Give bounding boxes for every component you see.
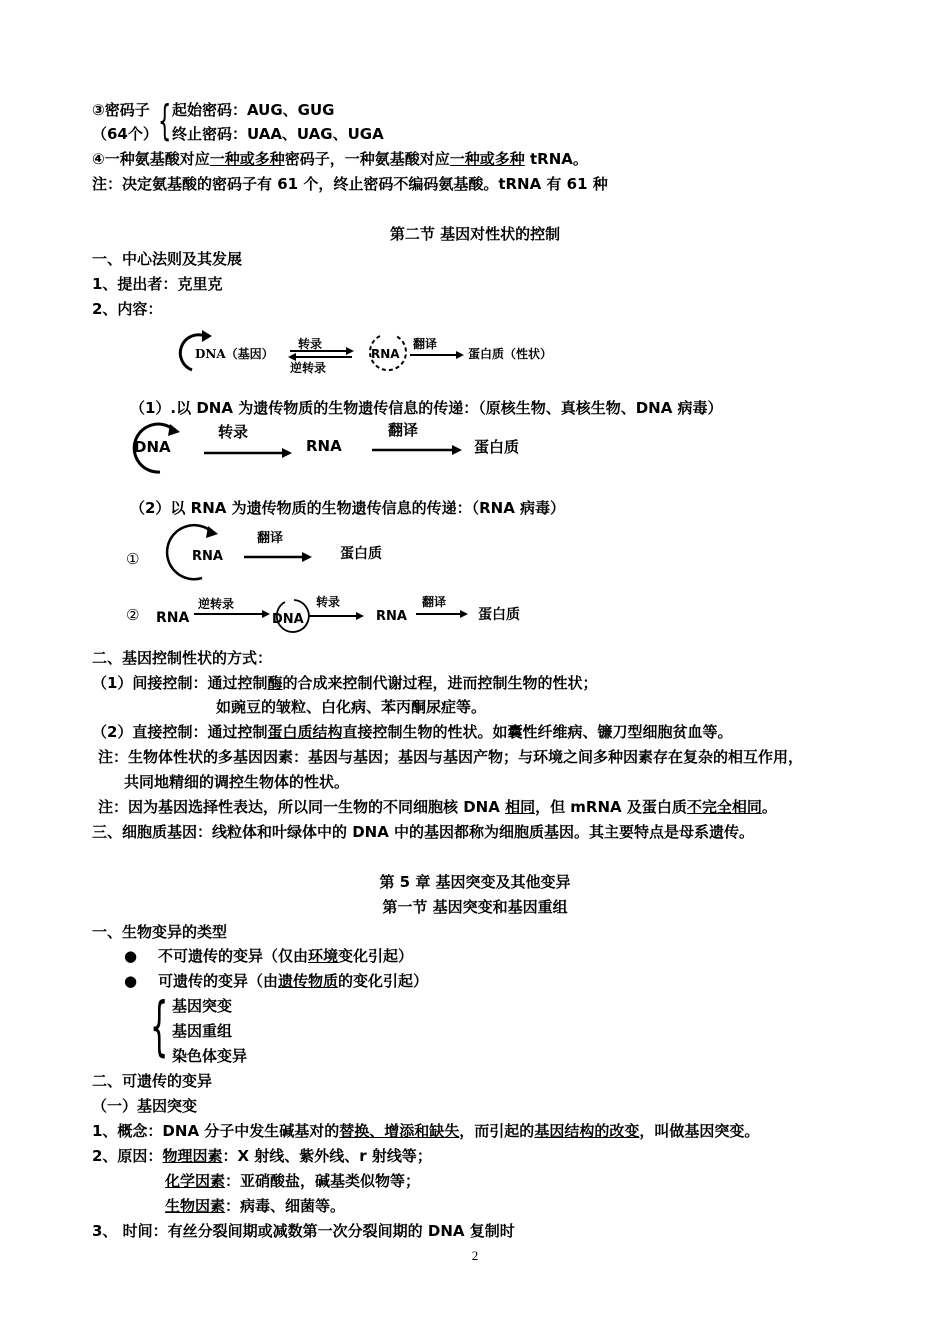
dgm1-protein: 蛋白质（性状） (468, 347, 553, 361)
heading-gene-mutation: （一）基因突变 (92, 1097, 198, 1115)
text-segment: ：亚硝酸盐，碱基类似物等； (225, 1172, 421, 1190)
arrowhead-icon (452, 445, 462, 455)
dgm1-translation: 翻译 (413, 337, 438, 351)
time-line: 3、 时间：有丝分裂间期或减数第一次分裂间期的 DNA 复制时 (92, 1222, 515, 1240)
rna-virus-diagram-1 (122, 522, 422, 586)
underlined-term: 蛋白质结构 (267, 723, 343, 741)
page-number: 2 (471, 1248, 479, 1263)
cause-biological (165, 1196, 345, 1216)
arrowhead-icon (456, 351, 464, 359)
heading-control-modes: 二、基因控制性状的方式： (92, 649, 273, 667)
arrowhead-icon (460, 610, 468, 618)
heading-central-dogma: 一、中心法则及其发展 (92, 250, 243, 268)
note-polygenic: 注：生物体性状的多基因因素：基因与基因；基因与基因产物；与环境之间多种因素存在复杂的相互作用， (98, 748, 804, 766)
arrowhead-icon (288, 353, 296, 361)
text-segment: （1）间接控制：通过控制 (92, 674, 268, 692)
underlined-term: 酶 (267, 674, 283, 692)
text-segment: 注：因为基因选择性表达，所以同一生物的不同细胞核 DNA (98, 798, 506, 816)
rna-virus-diagram-2 (122, 590, 542, 634)
dgm4-transcription: 转录 (316, 595, 341, 609)
underlined-term: 一种或多种 (209, 150, 285, 168)
dgm2-protein: 蛋白质 (474, 438, 520, 456)
arrowhead-icon (202, 330, 212, 342)
content-line: 2、内容： (92, 300, 163, 318)
start-codon-line: 起始密码：AUG、GUG (172, 101, 335, 119)
arrowhead-icon (346, 347, 354, 355)
arrowhead-icon (168, 424, 180, 436)
dgm3-number: ① (126, 550, 140, 568)
brace-icon: { (150, 990, 169, 1064)
proposer-line: 1、提出者：克里克 (92, 275, 223, 293)
stop-codon-line: 终止密码：UAA、UAG、UGA (172, 125, 384, 143)
bullet-icon: ● (124, 972, 138, 990)
text-segment: 2、原因： (92, 1147, 163, 1165)
codon-label (92, 100, 150, 120)
note-selective-expression (98, 797, 777, 817)
note-polygenic-cont: 共同地精细的调控生物体的性状。 (124, 773, 350, 791)
codon-amino-acid-line (92, 149, 588, 169)
dna-genetic-info-diagram (122, 418, 562, 480)
concept-line (92, 1121, 759, 1141)
underlined-term: 不完全相同 (686, 798, 762, 816)
arrowhead-icon (356, 612, 364, 620)
text-segment: 1、概念：DNA 分子中发生碱基对的 (92, 1122, 340, 1140)
case-2-line: （2）以 RNA 为遗传物质的生物遗传信息的传递：（RNA 病毒） (130, 499, 566, 517)
text-segment: ④一种氨基酸对应 (92, 150, 210, 168)
underlined-term: 化学因素 (165, 1172, 226, 1190)
type-recombination: 基因重组 (172, 1022, 233, 1040)
arrowhead-icon (262, 610, 270, 618)
dgm4-number: ② (126, 606, 140, 624)
underlined-term: 相同 (505, 798, 536, 816)
text-segment: （2）直接控制：通过控制 (92, 723, 268, 741)
section-title: 第二节 基因对性状的控制 (389, 225, 561, 243)
dgm2-rna: RNA (306, 437, 342, 455)
bullet-heritable (158, 971, 428, 991)
dgm2-translation: 翻译 (388, 421, 419, 439)
central-dogma-diagram (170, 328, 590, 378)
cause-physical (92, 1146, 432, 1166)
text-segment: 。 (761, 798, 777, 816)
arrowhead-icon (282, 448, 292, 458)
underlined-term: 基因结构的改变 (534, 1122, 640, 1140)
indirect-control-line (92, 673, 597, 693)
bullet-nonheritable (158, 946, 413, 966)
dgm4-rna1: RNA (156, 610, 190, 626)
dgm4-rna2: RNA (376, 609, 407, 624)
underlined-term: 物理因素 (162, 1147, 223, 1165)
text-segment: ，但 mRNA 及蛋白质 (535, 798, 687, 816)
bullet-icon: ● (124, 947, 138, 965)
underlined-term: 生物因素 (165, 1197, 226, 1215)
type-gene-mutation: 基因突变 (172, 997, 233, 1015)
type-chromosome-variation: 染色体变异 (172, 1047, 248, 1065)
dgm2-transcription: 转录 (218, 423, 249, 441)
indirect-examples: 如豌豆的皱粒、白化病、苯丙酮尿症等。 (216, 698, 487, 716)
codon-label-text: ③密码子 (92, 101, 150, 119)
dgm1-dna: DNA（基因） (195, 347, 274, 361)
underlined-term: 环境 (308, 947, 339, 965)
text-segment: tRNA。 (524, 150, 588, 168)
case-1-line: （1）.以 DNA 为遗传物质的生物遗传信息的传递：（原核生物、真核生物、DNA 病毒） (130, 399, 723, 417)
cause-chemical (165, 1171, 420, 1191)
section-title: 第一节 基因突变和基因重组 (382, 898, 568, 916)
chapter-title: 第 5 章 基因突变及其他变异 (379, 873, 571, 891)
text-segment: 直接控制生物的性状。如囊性纤维病、镰刀型细胞贫血等。 (342, 723, 733, 741)
dgm1-rna: RNA (371, 347, 400, 361)
codon-note: 注：决定氨基酸的密码子有 61 个，终止密码不编码氨基酸。tRNA 有 61 种 (92, 175, 608, 193)
dgm3-rna: RNA (192, 549, 223, 564)
arrowhead-icon (302, 552, 312, 562)
underlined-term: 替换、增添和缺失 (339, 1122, 460, 1140)
text-segment: 的合成来控制代谢过程，进而控制生物的性状； (282, 674, 598, 692)
dgm1-reverse: 逆转录 (290, 361, 327, 375)
text-segment: ：病毒、细菌等。 (225, 1197, 346, 1215)
text-segment: ，叫做基因突变。 (639, 1122, 760, 1140)
direct-control-line (92, 722, 732, 742)
text-segment: 可遗传的变异（由 (158, 972, 279, 990)
brace-icon: { (158, 96, 172, 145)
dgm1-transcription: 转录 (298, 337, 323, 351)
text-segment: 的变化引起） (338, 972, 429, 990)
underlined-term: 一种或多种 (449, 150, 525, 168)
dgm4-protein: 蛋白质 (478, 607, 520, 623)
text-segment: 不可遗传的变异（仅由 (158, 947, 309, 965)
dgm4-reverse: 逆转录 (198, 597, 235, 611)
dgm3-translation: 翻译 (257, 531, 284, 546)
arrowhead-icon (206, 526, 218, 538)
dgm3-protein: 蛋白质 (340, 546, 382, 562)
heading-cytoplasmic-genes: 三、细胞质基因：线粒体和叶绿体中的 DNA 中的基因都称为细胞质基因。其主要特点是母系遗传。 (92, 823, 755, 841)
dgm2-dna: DNA (134, 438, 171, 456)
dgm4-translation: 翻译 (422, 595, 447, 609)
text-segment: ，而引起的 (459, 1122, 535, 1140)
dgm4-dna: DNA (272, 612, 304, 627)
text-segment: 密码子，一种氨基酸对应 (284, 150, 450, 168)
codon-count: （64个） (92, 125, 158, 143)
heading-variation-types: 一、生物变异的类型 (92, 923, 228, 941)
heading-heritable: 二、可遗传的变异 (92, 1072, 213, 1090)
text-segment: 变化引起） (338, 947, 414, 965)
text-segment: ：X 射线、紫外线、r 射线等； (222, 1147, 432, 1165)
underlined-term: 遗传物质 (278, 972, 339, 990)
